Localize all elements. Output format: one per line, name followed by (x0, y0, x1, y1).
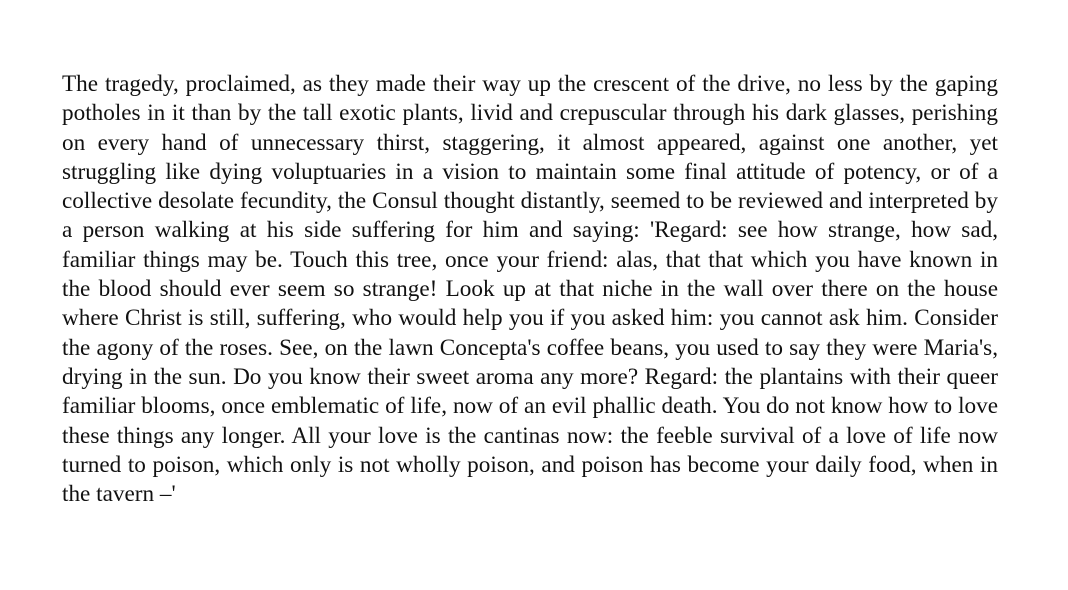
body-paragraph: The tragedy, proclaimed, as they made their way up the crescent of the drive, no less by the gaping potholes in it than by the tall exotic plants, livid and crepuscular through his dark glasses, perishing on every hand of unnecessary thirst, staggering, it almost appeared, against one another, yet struggling like dying voluptuaries in a vision to maintain some final attitude of potency, or of a collective desolate fecundity, the Consul thought distantly, seemed to be reviewed and interpreted by a person walking at his side suffering for him and saying: 'Regard: see how strange, how sad, familiar things may be. Touch this tree, once your friend: alas, that that which you have known in the blood should ever seem so strange! Look up at that niche in the wall over there on the house where Christ is still, suffering, who would help you if you asked him: you cannot ask him. Consider the agony of the roses. See, on the lawn Concepta's coffee beans, you used to say they were Maria's, drying in the sun. Do you know their sweet aroma any more? Regard: the plantains with their queer familiar blooms, once emblematic of life, now of an evil phallic death. You do not know how to love these things any longer. All your love is the cantinas now: the feeble survival of a love of life now turned to poison, which only is not wholly poison, and poison has become your daily food, when in the tavern –' (62, 71, 998, 508)
